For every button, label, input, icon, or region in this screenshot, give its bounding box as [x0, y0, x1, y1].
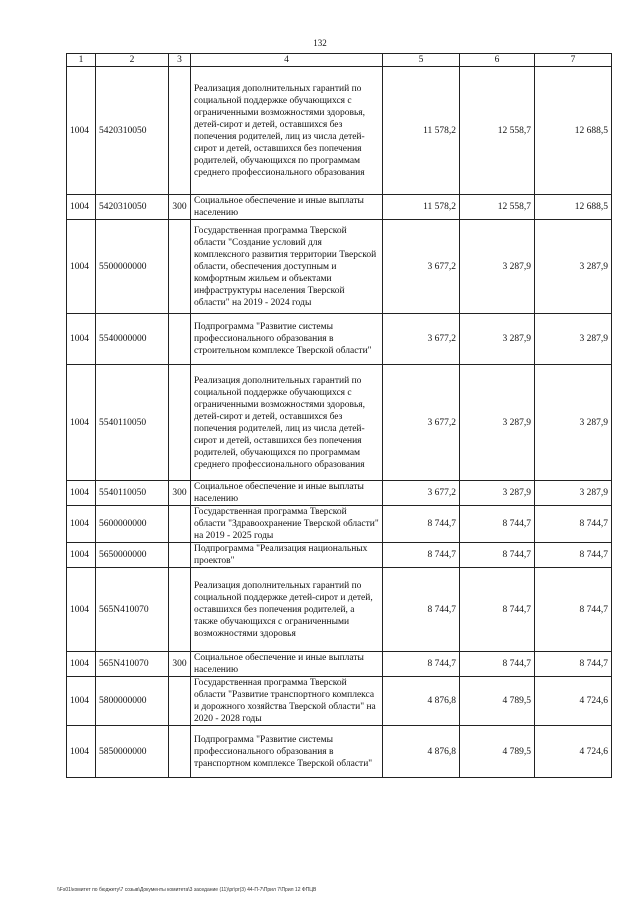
expense-type-cell: [169, 677, 191, 726]
section-cell: 1004: [67, 652, 96, 677]
amount-year3-cell: 3 287,9: [535, 365, 612, 481]
amount-year2-cell: 12 558,7: [460, 67, 535, 195]
target-code-cell: 5500000000: [96, 220, 169, 314]
amount-year2-cell: 3 287,9: [460, 220, 535, 314]
amount-year2-cell: 12 558,7: [460, 195, 535, 220]
column-header: 1: [67, 54, 96, 67]
table-row: [67, 314, 612, 365]
amount-year1-cell: 8 744,7: [383, 506, 460, 543]
expense-type-cell: [169, 726, 191, 778]
item-name-cell: Государственная программа Тверской области "Создание условий для комплексного развития территории Тверской области, обеспечения доступным и комфортным жильем и объектами инфраструктуры населения Тверской области" на 2019 - 2024 годы: [191, 220, 383, 314]
amount-year3-cell: 4 724,6: [535, 677, 612, 726]
section-cell: 1004: [67, 726, 96, 778]
target-code-cell: 5800000000: [96, 677, 169, 726]
amount-year2-cell: 8 744,7: [460, 543, 535, 568]
expense-type-cell: [169, 568, 191, 652]
amount-year1-cell: 3 677,2: [383, 220, 460, 314]
amount-year3-cell: 8 744,7: [535, 506, 612, 543]
column-header: 3: [169, 54, 191, 67]
table-row: [67, 543, 612, 568]
amount-year1-cell: 3 677,2: [383, 314, 460, 365]
expense-type-cell: [169, 506, 191, 543]
table-row: [67, 220, 612, 314]
item-name-cell: Реализация дополнительных гарантий по социальной поддержке обучающихся с ограниченными возможностями здоровья, детей-сирот и детей, оставшихся без попечения родителей, лиц из числа детей-сирот и детей, оставшихся без попечения родителей, обучающихся по программам среднего профессионального образования: [191, 365, 383, 481]
budget-table: [66, 53, 612, 778]
amount-year3-cell: 4 724,6: [535, 726, 612, 778]
table-row: [67, 365, 612, 481]
expense-type-cell: [169, 314, 191, 365]
file-path-footer: \\Fs01\комитет по бюджету\7 созыв\Документы комитета\3 заседание (11)\pr\pr(3) 44-П-7\Прил 7\Прил 12 ФПЦВ: [57, 887, 317, 893]
item-name-cell: Социальное обеспечение и иные выплаты населению: [191, 652, 383, 677]
amount-year3-cell: 12 688,5: [535, 67, 612, 195]
target-code-cell: 5540110050: [96, 481, 169, 506]
amount-year1-cell: 8 744,7: [383, 568, 460, 652]
target-code-cell: 5540110050: [96, 365, 169, 481]
section-cell: 1004: [67, 506, 96, 543]
table-body: [67, 67, 612, 778]
table-row: [67, 726, 612, 778]
amount-year1-cell: 8 744,7: [383, 652, 460, 677]
item-name-cell: Реализация дополнительных гарантий по социальной поддержке детей-сирот и детей, оставшихся без попечения родителей, а также обучающихся с ограниченными возможностями здоровья: [191, 568, 383, 652]
item-name-cell: Подпрограмма "Реализация национальных проектов": [191, 543, 383, 568]
target-code-cell: 5540000000: [96, 314, 169, 365]
table-row: [67, 652, 612, 677]
item-name-cell: Реализация дополнительных гарантий по социальной поддержке обучающихся с ограниченными возможностями здоровья, детей-сирот и детей, оставшихся без попечения родителей, лиц из числа детей-сирот и детей, оставшихся без попечения родителей, обучающихся по программам среднего профессионального образования: [191, 67, 383, 195]
target-code-cell: 565N410070: [96, 568, 169, 652]
target-code-cell: 5850000000: [96, 726, 169, 778]
column-header: 4: [191, 54, 383, 67]
amount-year1-cell: 3 677,2: [383, 365, 460, 481]
amount-year3-cell: 3 287,9: [535, 220, 612, 314]
section-cell: 1004: [67, 220, 96, 314]
section-cell: 1004: [67, 365, 96, 481]
column-number-row: [67, 54, 612, 67]
expense-type-cell: [169, 220, 191, 314]
section-cell: 1004: [67, 543, 96, 568]
table-row: [67, 481, 612, 506]
amount-year2-cell: 3 287,9: [460, 365, 535, 481]
amount-year2-cell: 4 789,5: [460, 726, 535, 778]
item-name-cell: Социальное обеспечение и иные выплаты населению: [191, 195, 383, 220]
target-code-cell: 5650000000: [96, 543, 169, 568]
amount-year1-cell: 8 744,7: [383, 543, 460, 568]
amount-year3-cell: 12 688,5: [535, 195, 612, 220]
expense-type-cell: 300: [169, 481, 191, 506]
expense-type-cell: [169, 365, 191, 481]
section-cell: 1004: [67, 481, 96, 506]
amount-year3-cell: 8 744,7: [535, 543, 612, 568]
amount-year3-cell: 3 287,9: [535, 481, 612, 506]
target-code-cell: 5600000000: [96, 506, 169, 543]
amount-year2-cell: 8 744,7: [460, 568, 535, 652]
amount-year2-cell: 8 744,7: [460, 652, 535, 677]
column-header: 6: [460, 54, 535, 67]
section-cell: 1004: [67, 677, 96, 726]
expense-type-cell: 300: [169, 652, 191, 677]
amount-year3-cell: 3 287,9: [535, 314, 612, 365]
amount-year1-cell: 11 578,2: [383, 195, 460, 220]
item-name-cell: Государственная программа Тверской области "Развитие транспортного комплекса и дорожного хозяйства Тверской области" на 2020 - 2028 годы: [191, 677, 383, 726]
amount-year3-cell: 8 744,7: [535, 568, 612, 652]
table-row: [67, 568, 612, 652]
section-cell: 1004: [67, 314, 96, 365]
target-code-cell: 5420310050: [96, 67, 169, 195]
amount-year1-cell: 4 876,8: [383, 677, 460, 726]
expense-type-cell: 300: [169, 195, 191, 220]
column-header: 7: [535, 54, 612, 67]
section-cell: 1004: [67, 568, 96, 652]
item-name-cell: Социальное обеспечение и иные выплаты населению: [191, 481, 383, 506]
page-number: 132: [313, 38, 327, 48]
table-row: [67, 506, 612, 543]
item-name-cell: Подпрограмма "Развитие системы профессионального образования в строительном комплексе Тверской области": [191, 314, 383, 365]
amount-year2-cell: 4 789,5: [460, 677, 535, 726]
column-header: 5: [383, 54, 460, 67]
section-cell: 1004: [67, 67, 96, 195]
amount-year1-cell: 3 677,2: [383, 481, 460, 506]
amount-year1-cell: 11 578,2: [383, 67, 460, 195]
target-code-cell: 5420310050: [96, 195, 169, 220]
amount-year1-cell: 4 876,8: [383, 726, 460, 778]
column-header: 2: [96, 54, 169, 67]
expense-type-cell: [169, 67, 191, 195]
amount-year2-cell: 3 287,9: [460, 314, 535, 365]
amount-year2-cell: 8 744,7: [460, 506, 535, 543]
section-cell: 1004: [67, 195, 96, 220]
item-name-cell: Государственная программа Тверской области "Здравоохранение Тверской области" на 2019 - 2025 годы: [191, 506, 383, 543]
expense-type-cell: [169, 543, 191, 568]
item-name-cell: Подпрограмма "Развитие системы профессионального образования в транспортном комплексе Тверской области": [191, 726, 383, 778]
table-row: [67, 677, 612, 726]
table-row: [67, 67, 612, 195]
table-row: [67, 195, 612, 220]
amount-year3-cell: 8 744,7: [535, 652, 612, 677]
target-code-cell: 565N410070: [96, 652, 169, 677]
amount-year2-cell: 3 287,9: [460, 481, 535, 506]
